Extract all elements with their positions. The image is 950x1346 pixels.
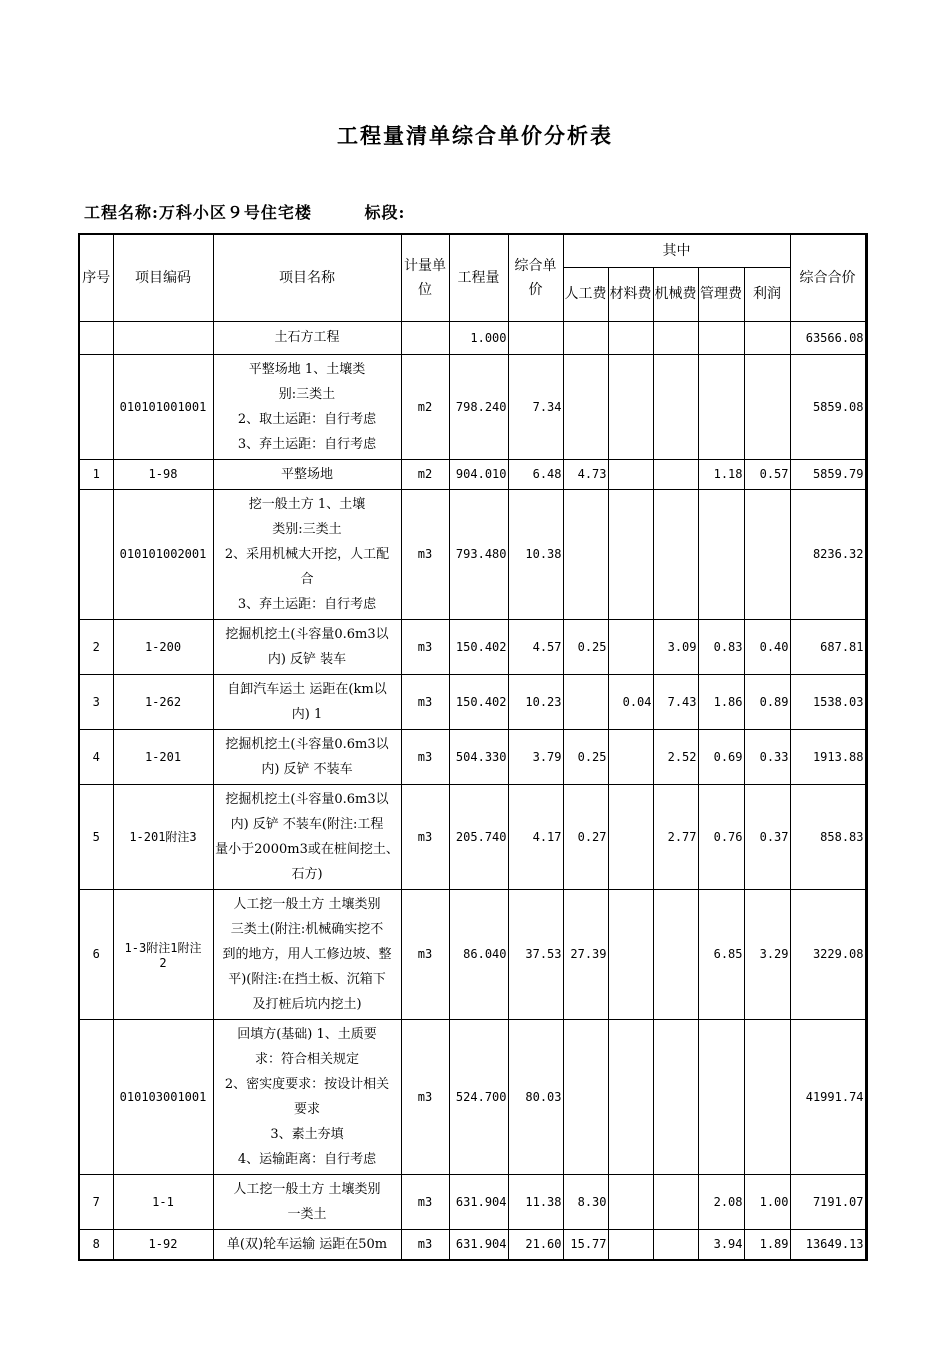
cell-machine (653, 1174, 698, 1229)
cell-seq (79, 354, 113, 459)
cell-profit (744, 321, 790, 354)
cell-mgmt: 1.86 (698, 674, 744, 729)
cell-machine (653, 489, 698, 619)
cell-name: 土石方工程 (213, 321, 401, 354)
cell-qty: 150.402 (449, 619, 508, 674)
cell-labor: 0.25 (563, 729, 608, 784)
header-mgmt: 管理费 (698, 267, 744, 321)
cell-mgmt: 3.94 (698, 1229, 744, 1260)
cell-total: 3229.08 (790, 889, 866, 1019)
table-body (79, 321, 866, 1260)
cell-name: 平整场地 1、土壤类 别:三类土 2、取土运距：自行考虑 3、弃土运距：自行考虑 (213, 354, 401, 459)
cell-profit (744, 489, 790, 619)
cell-price: 10.23 (508, 674, 563, 729)
cell-material (608, 354, 653, 459)
cell-unit: m3 (401, 674, 449, 729)
cell-price: 21.60 (508, 1229, 563, 1260)
price-analysis-table (78, 233, 868, 1261)
cell-unit: m2 (401, 354, 449, 459)
cell-labor (563, 354, 608, 459)
cell-code: 1-201附注3 (113, 784, 213, 889)
cell-qty: 86.040 (449, 889, 508, 1019)
cell-labor (563, 321, 608, 354)
table-row (79, 1229, 866, 1260)
cell-name: 人工挖一般土方 土壤类别 三类土(附注:机械确实挖不 到的地方，用人工修边坡、整 平)(附注:在挡土板、沉箱下 及打桩后坑内挖土) (213, 889, 401, 1019)
cell-profit (744, 354, 790, 459)
segment-label: 标段: (364, 203, 406, 222)
cell-labor (563, 674, 608, 729)
cell-material: 0.04 (608, 674, 653, 729)
header-unit-price: 综合单价 (508, 234, 563, 321)
cell-material (608, 1019, 653, 1174)
header-name: 项目名称 (213, 234, 401, 321)
cell-machine: 7.43 (653, 674, 698, 729)
cell-unit: m3 (401, 784, 449, 889)
table-row (79, 889, 866, 1019)
cell-seq: 6 (79, 889, 113, 1019)
cell-seq (79, 1019, 113, 1174)
header-among: 其中 (563, 234, 790, 267)
cell-profit: 0.33 (744, 729, 790, 784)
header-machine: 机械费 (653, 267, 698, 321)
cell-material (608, 321, 653, 354)
cell-machine (653, 1019, 698, 1174)
cell-seq: 1 (79, 459, 113, 489)
cell-qty: 150.402 (449, 674, 508, 729)
cell-total: 1913.88 (790, 729, 866, 784)
cell-seq: 2 (79, 619, 113, 674)
cell-total: 13649.13 (790, 1229, 866, 1260)
cell-price: 4.57 (508, 619, 563, 674)
cell-total: 687.81 (790, 619, 866, 674)
cell-price (508, 321, 563, 354)
cell-seq: 7 (79, 1174, 113, 1229)
cell-qty: 904.010 (449, 459, 508, 489)
table-row (79, 729, 866, 784)
cell-labor: 8.30 (563, 1174, 608, 1229)
cell-unit (401, 321, 449, 354)
cell-unit: m3 (401, 619, 449, 674)
cell-qty: 1.000 (449, 321, 508, 354)
cell-price: 4.17 (508, 784, 563, 889)
cell-labor: 0.27 (563, 784, 608, 889)
cell-code: 010103001001 (113, 1019, 213, 1174)
table-row (79, 354, 866, 459)
cell-mgmt: 0.69 (698, 729, 744, 784)
cell-name: 挖掘机挖土(斗容量0.6m3以 内) 反铲 装车 (213, 619, 401, 674)
cell-machine: 3.09 (653, 619, 698, 674)
table-header (79, 234, 866, 321)
cell-mgmt: 1.18 (698, 459, 744, 489)
cell-labor: 15.77 (563, 1229, 608, 1260)
cell-total: 1538.03 (790, 674, 866, 729)
cell-total: 858.83 (790, 784, 866, 889)
cell-name: 回填方(基础) 1、土质要 求：符合相关规定 2、密实度要求：按设计相关 要求 3、素土夯填 4、运输距离：自行考虑 (213, 1019, 401, 1174)
cell-seq: 4 (79, 729, 113, 784)
cell-unit: m3 (401, 1019, 449, 1174)
table-row (79, 784, 866, 889)
table-row (79, 1019, 866, 1174)
table-row (79, 674, 866, 729)
cell-machine (653, 459, 698, 489)
cell-mgmt: 0.83 (698, 619, 744, 674)
cell-price: 80.03 (508, 1019, 563, 1174)
cell-code: 010101001001 (113, 354, 213, 459)
cell-name: 挖掘机挖土(斗容量0.6m3以 内) 反铲 不装车(附注:工程 量小于2000m3或在桩间挖土、 石方) (213, 784, 401, 889)
cell-qty: 631.904 (449, 1174, 508, 1229)
cell-mgmt (698, 354, 744, 459)
cell-material (608, 1174, 653, 1229)
cell-qty: 631.904 (449, 1229, 508, 1260)
cell-material (608, 619, 653, 674)
cell-seq: 8 (79, 1229, 113, 1260)
cell-profit: 1.89 (744, 1229, 790, 1260)
cell-total: 63566.08 (790, 321, 866, 354)
cell-material (608, 1229, 653, 1260)
cell-qty: 798.240 (449, 354, 508, 459)
header-unit: 计量单位 (401, 234, 449, 321)
header-seq: 序号 (79, 234, 113, 321)
cell-labor: 27.39 (563, 889, 608, 1019)
header-code: 项目编码 (113, 234, 213, 321)
cell-material (608, 784, 653, 889)
cell-code: 1-3附注1附注 2 (113, 889, 213, 1019)
cell-seq: 3 (79, 674, 113, 729)
cell-name: 挖掘机挖土(斗容量0.6m3以 内) 反铲 不装车 (213, 729, 401, 784)
cell-mgmt (698, 1019, 744, 1174)
cell-mgmt: 2.08 (698, 1174, 744, 1229)
page-title: 工程量清单综合单价分析表 (337, 123, 613, 148)
cell-code: 1-201 (113, 729, 213, 784)
cell-labor: 0.25 (563, 619, 608, 674)
table-row (79, 321, 866, 354)
cell-code: 1-1 (113, 1174, 213, 1229)
cell-qty: 524.700 (449, 1019, 508, 1174)
header-profit: 利润 (744, 267, 790, 321)
header-labor: 人工费 (563, 267, 608, 321)
cell-machine: 2.52 (653, 729, 698, 784)
cell-machine (653, 889, 698, 1019)
cell-price: 7.34 (508, 354, 563, 459)
cell-profit: 3.29 (744, 889, 790, 1019)
cell-labor: 4.73 (563, 459, 608, 489)
table-row (79, 1174, 866, 1229)
cell-code: 010101002001 (113, 489, 213, 619)
cell-unit: m3 (401, 889, 449, 1019)
cell-price: 6.48 (508, 459, 563, 489)
cell-total: 5859.08 (790, 354, 866, 459)
cell-total: 7191.07 (790, 1174, 866, 1229)
table-row (79, 489, 866, 619)
cell-code: 1-98 (113, 459, 213, 489)
cell-code: 1-200 (113, 619, 213, 674)
cell-material (608, 889, 653, 1019)
table-row (79, 459, 866, 489)
cell-machine (653, 321, 698, 354)
cell-mgmt (698, 321, 744, 354)
cell-price: 3.79 (508, 729, 563, 784)
cell-material (608, 459, 653, 489)
cell-labor (563, 489, 608, 619)
cell-qty: 205.740 (449, 784, 508, 889)
cell-material (608, 489, 653, 619)
cell-code (113, 321, 213, 354)
cell-name: 挖一般土方 1、土壤 类别:三类土 2、采用机械大开挖，人工配 合 3、弃土运距：自行考虑 (213, 489, 401, 619)
cell-seq (79, 489, 113, 619)
cell-profit: 0.89 (744, 674, 790, 729)
project-name: 工程名称:万科小区９号住宅楼 (84, 203, 312, 222)
cell-total: 8236.32 (790, 489, 866, 619)
cell-profit: 1.00 (744, 1174, 790, 1229)
header-qty: 工程量 (449, 234, 508, 321)
cell-code: 1-262 (113, 674, 213, 729)
cell-name: 单(双)轮车运输 运距在50m (213, 1229, 401, 1260)
cell-total: 5859.79 (790, 459, 866, 489)
cell-machine (653, 1229, 698, 1260)
project-info (84, 200, 405, 223)
header-material: 材料费 (608, 267, 653, 321)
cell-machine: 2.77 (653, 784, 698, 889)
cell-profit: 0.57 (744, 459, 790, 489)
cell-price: 37.53 (508, 889, 563, 1019)
cell-price: 11.38 (508, 1174, 563, 1229)
cell-name: 平整场地 (213, 459, 401, 489)
cell-machine (653, 354, 698, 459)
cell-code: 1-92 (113, 1229, 213, 1260)
cell-unit: m3 (401, 1229, 449, 1260)
cell-seq (79, 321, 113, 354)
header-total: 综合合价 (790, 234, 866, 321)
cell-mgmt: 0.76 (698, 784, 744, 889)
cell-seq: 5 (79, 784, 113, 889)
table-row (79, 619, 866, 674)
cell-profit (744, 1019, 790, 1174)
cell-name: 人工挖一般土方 土壤类别 一类土 (213, 1174, 401, 1229)
cell-qty: 504.330 (449, 729, 508, 784)
cell-material (608, 729, 653, 784)
cell-profit: 0.40 (744, 619, 790, 674)
cell-total: 41991.74 (790, 1019, 866, 1174)
cell-mgmt: 6.85 (698, 889, 744, 1019)
cell-unit: m3 (401, 489, 449, 619)
cell-qty: 793.480 (449, 489, 508, 619)
cell-price: 10.38 (508, 489, 563, 619)
cell-unit: m3 (401, 729, 449, 784)
cell-unit: m2 (401, 459, 449, 489)
cell-profit: 0.37 (744, 784, 790, 889)
cell-mgmt (698, 489, 744, 619)
cell-name: 自卸汽车运土 运距在(km以 内) 1 (213, 674, 401, 729)
cell-labor (563, 1019, 608, 1174)
cell-unit: m3 (401, 1174, 449, 1229)
